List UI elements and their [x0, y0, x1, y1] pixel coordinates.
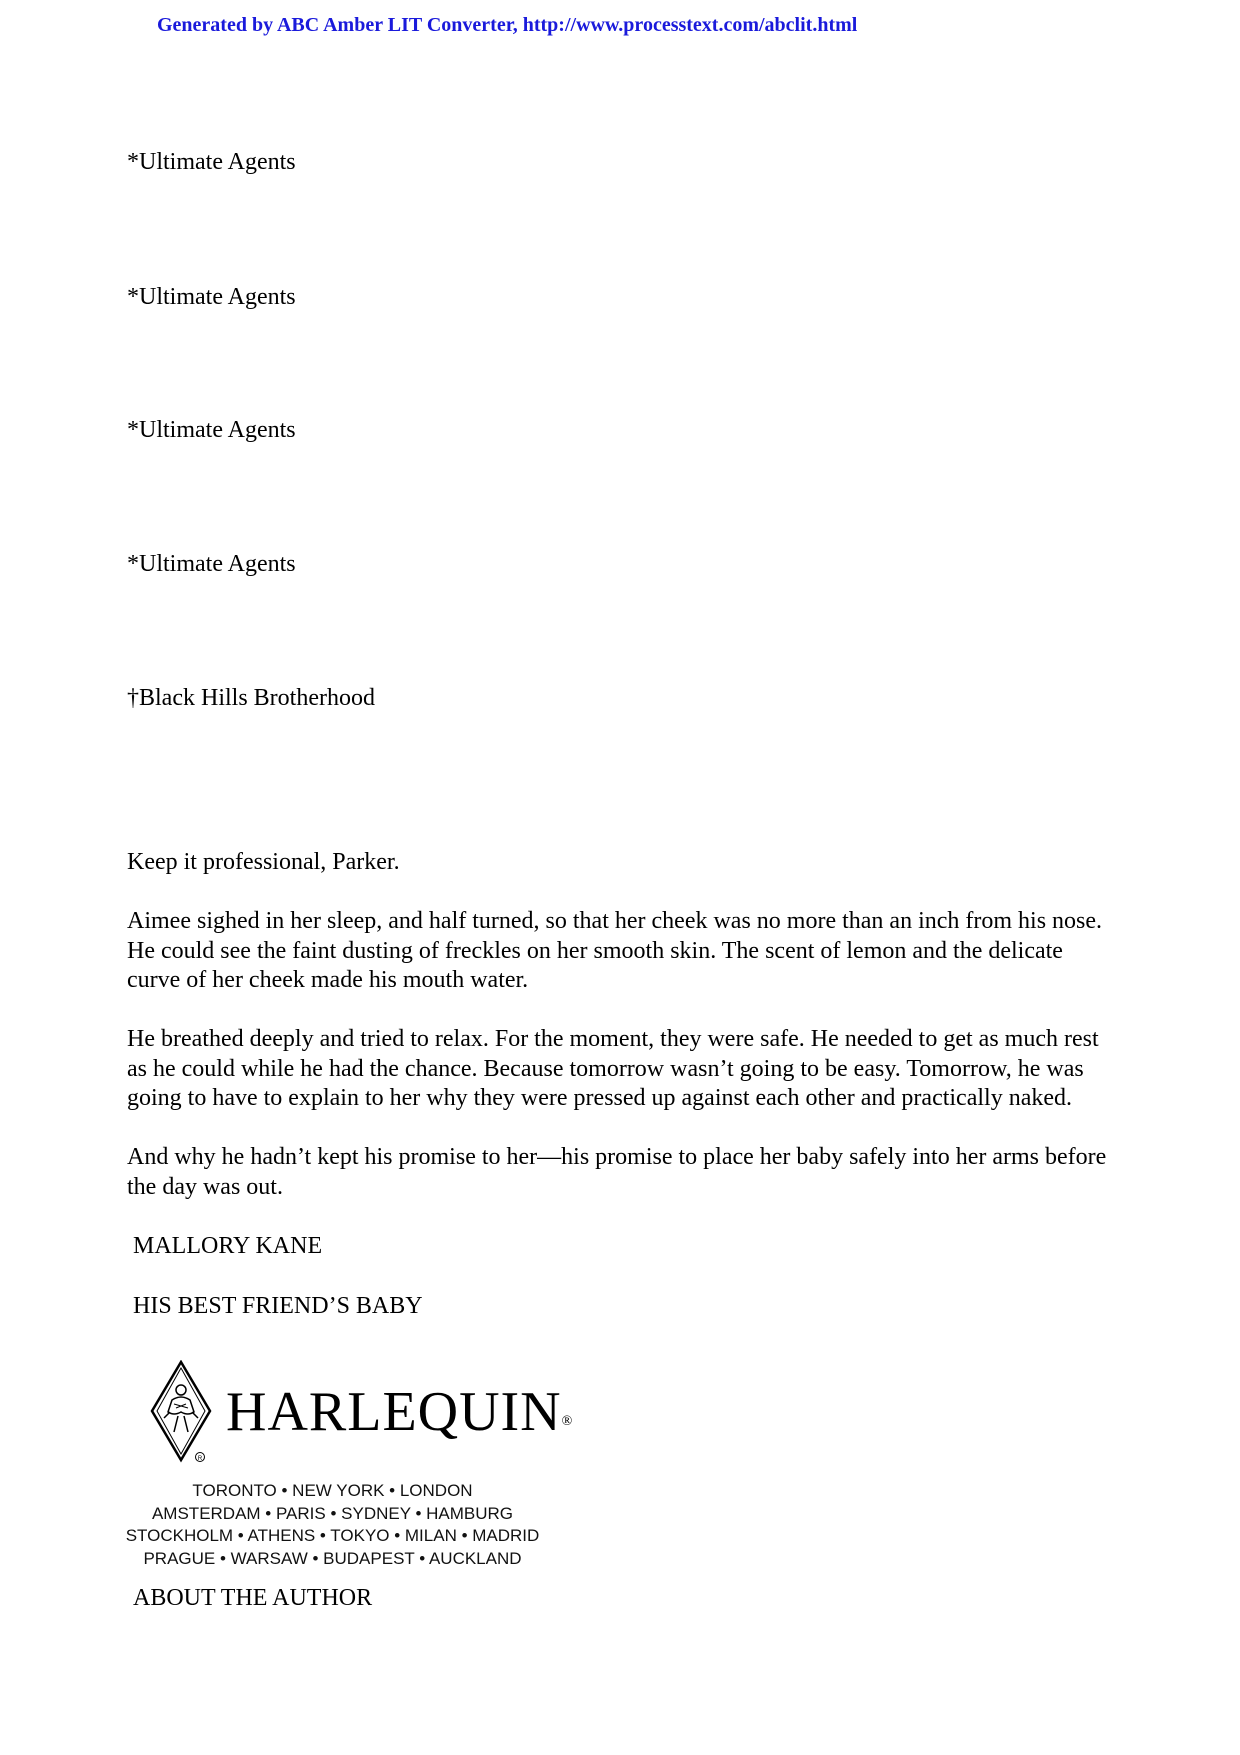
series-line-3: *Ultimate Agents — [127, 417, 296, 443]
cities-line-3: STOCKHOLM • ATHENS • TOKYO • MILAN • MADRID — [125, 1526, 540, 1545]
series-line-5: †Black Hills Brotherhood — [127, 685, 375, 711]
series-line-1: *Ultimate Agents — [127, 149, 296, 175]
generator-header[interactable]: Generated by ABC Amber LIT Converter, http://www.processtext.com/abclit.html — [157, 14, 858, 36]
cities-line-2: AMSTERDAM • PARIS • SYDNEY • HAMBURG — [151, 1503, 514, 1523]
about-author-heading: ABOUT THE AUTHOR — [133, 1585, 373, 1611]
excerpt-paragraph-3: And why he hadn’t kept his promise to her—his promise to place her baby safely into her arms before the day was out. — [127, 1144, 1107, 1200]
author-name: MALLORY KANE — [133, 1233, 323, 1259]
harlequin-diamond-icon — [150, 1360, 222, 1470]
series-line-2: *Ultimate Agents — [127, 284, 296, 310]
excerpt-paragraph-1: Aimee sighed in her sleep, and half turned, so that her cheek was no more than an inch from his nose. He could see the faint dusting of freckles on her smooth skin. The scent of lemon and the delicate curve of her cheek made his mouth water. — [127, 908, 1103, 993]
series-line-4: *Ultimate Agents — [127, 551, 296, 577]
svg-text:R: R — [197, 1456, 203, 1462]
book-title: HIS BEST FRIEND’S BABY — [133, 1293, 423, 1319]
publisher-cities — [120, 1480, 545, 1570]
cities-line-4: PRAGUE • WARSAW • BUDAPEST • AUCKLAND — [143, 1548, 522, 1568]
excerpt-opening: Keep it professional, Parker. — [127, 849, 400, 875]
publisher-wordmark: HARLEQUIN® — [226, 1381, 574, 1443]
excerpt-paragraph-2: He breathed deeply and tried to relax. For the moment, they were safe. He needed to get as much rest as he could while he had the chance. Because tomorrow wasn’t going to be easy. Tomorrow, he was going to have to explain to her why they were pressed up against each other and practically naked. — [127, 1026, 1099, 1111]
cities-line-1: TORONTO • NEW YORK • LONDON — [192, 1481, 473, 1500]
harlequin-logo — [150, 1360, 574, 1470]
